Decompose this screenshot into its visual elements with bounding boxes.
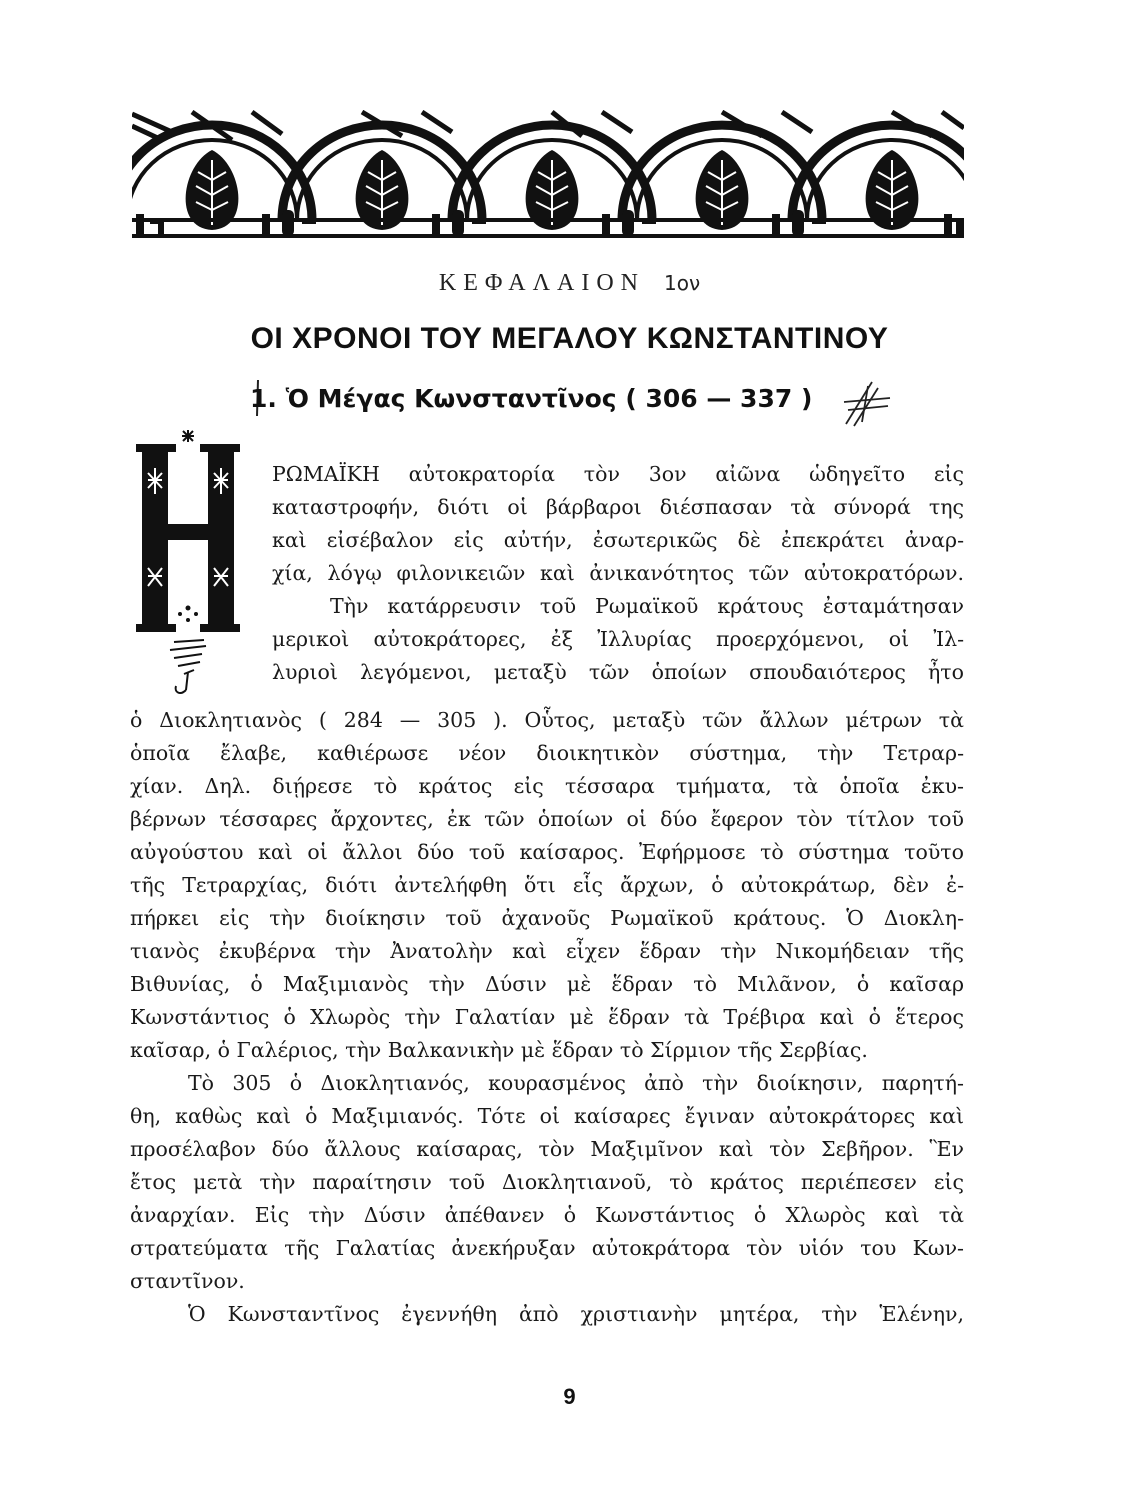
page-number: 9: [563, 1384, 576, 1409]
text-line: ὁ Διοκλητιανὸς ( 284 — 305 ). Οὗτος, μεταξὺ τῶν ἄλλων μέτρων τὰ: [130, 708, 964, 732]
text-line: ἀναρχίαν. Εἰς τὴν Δύσιν ἀπέθανεν ὁ Κωνστάντιος ὁ Χλωρὸς καὶ τὰ: [130, 1203, 964, 1227]
text-line: πήρκει εἰς τὴν διοίκησιν τοῦ ἀχανοῦς Ρωμαϊκοῦ κράτους. Ὁ Διοκλη-: [130, 906, 964, 930]
body-text-beside-dropcap: [272, 458, 964, 689]
text-line: καὶ εἰσέβαλον εἰς αὐτήν, ἐσωτερικῶς δὲ ἐπεκράτει ἀναρ-: [272, 528, 964, 552]
chapter-word: ΚΕΦΑΛΑΙΟΝ: [438, 270, 645, 296]
text-line: βέρνων τέσσαρες ἄρχοντες, ἐκ τῶν ὁποίων οἱ δύο ἔφερον τὸν τίτλον τοῦ: [130, 807, 964, 831]
text-line: Βιθυνίας, ὁ Μαξιμιανὸς τὴν Δύσιν μὲ ἕδραν τὸ Μιλᾶνον, ὁ καῖσαρ: [130, 972, 964, 996]
decorative-header-ornament: [132, 110, 964, 238]
text-line: Τὸ 305 ὁ Διοκλητιανός, κουρασμένος ἀπὸ τὴν διοίκησιν, παρητή-: [188, 1071, 964, 1095]
text-line: καταστροφήν, διότι οἱ βάρβαροι διέσπασαν τὰ σύνορά της: [272, 495, 964, 519]
text-line: αὐγούστου καὶ οἱ ἄλλοι δύο τοῦ καίσαρος. Ἐφήρμοσε τὸ σύστημα τοῦτο: [130, 840, 964, 864]
text-line: στρατεύματα τῆς Γαλατίας ἀνεκήρυξαν αὐτοκράτορα τὸν υἱόν του Κων-: [130, 1236, 964, 1260]
text-line: Τὴν κατάρρευσιν τοῦ Ρωμαϊκοῦ κράτους ἐσταμάτησαν: [330, 594, 964, 618]
body-text-full-width: [130, 704, 964, 1331]
text-line: Ὁ Κωνσταντῖνος ἐγεννήθη ἀπὸ χριστιανὴν μητέρα, τὴν Ἑλένην,: [188, 1302, 964, 1326]
text-line: ΡΩΜΑΪΚΗ αὐτοκρατορία τὸν 3ον αἰῶνα ὡδηγεῖτο εἰς: [272, 462, 964, 486]
chapter-label: [0, 270, 1139, 297]
text-line: χίαν. Δηλ. διῄρεσε τὸ κράτος εἰς τέσσαρα τμήματα, τὰ ὁποῖα ἐκυ-: [130, 774, 964, 798]
text-line: λυριοὶ λεγόμενοι, μεταξὺ τῶν ὁποίων σπουδαιότερος ἦτο: [272, 660, 964, 684]
dropcap-initial: [128, 428, 248, 708]
text-line: καῖσαρ, ὁ Γαλέριος, τὴν Βαλκανικὴν μὲ ἕδραν τὸ Σίρμιον τῆς Σερβίας.: [130, 1038, 868, 1062]
text-line: ἔτος μετὰ τὴν παραίτησιν τοῦ Διοκλητιανοῦ, τὸ κράτος περιέπεσεν εἰς: [130, 1170, 964, 1194]
text-line: τιανὸς ἐκυβέρνα τὴν Ἀνατολὴν καὶ εἶχεν ἕδραν τὴν Νικομήδειαν τῆς: [130, 939, 964, 963]
text-line: μερικοὶ αὐτοκράτορες, ἐξ Ἰλλυρίας προερχόμενοι, οἱ Ἰλ-: [272, 627, 964, 651]
section-heading: 1. Ὁ Μέγας Κωνσταντῖνος ( 306 — 337 ): [250, 384, 813, 413]
text-line: Κωνστάντιος ὁ Χλωρὸς τὴν Γαλατίαν μὲ ἕδραν τὰ Τρέβιρα καὶ ὁ ἕτερος: [130, 1005, 964, 1029]
text-line: τῆς Τετραρχίας, διότι ἀντελήφθη ὅτι εἷς ἄρχων, ὁ αὐτοκράτωρ, δὲν ἐ-: [130, 873, 964, 897]
text-line: σταντῖνον.: [130, 1269, 245, 1293]
pencil-star-mark: [838, 378, 894, 430]
text-line: προσέλαβον δύο ἄλλους καίσαρας, τὸν Μαξιμῖνον καὶ τὸν Σεβῆρον. Ἓν: [130, 1137, 964, 1161]
text-line: χία, λόγῳ φιλονικειῶν καὶ ἀνικανότητος τῶν αὐτοκρατόρων.: [272, 561, 964, 585]
text-line: θη, καθὼς καὶ ὁ Μαξιμιανός. Τότε οἱ καίσαρες ἔγιναν αὐτοκράτορες καὶ: [130, 1104, 964, 1128]
text-line: ὁποῖα ἔλαβε, καθιέρωσε νέον διοικητικὸν σύστημα, τὴν Τετραρ-: [130, 741, 964, 765]
chapter-number: 1ον: [663, 271, 701, 295]
chapter-title: ΟΙ ΧΡΟΝΟΙ ΤΟΥ ΜΕΓΑΛΟΥ ΚΩΝΣΤΑΝΤΙΝΟΥ: [250, 322, 889, 355]
